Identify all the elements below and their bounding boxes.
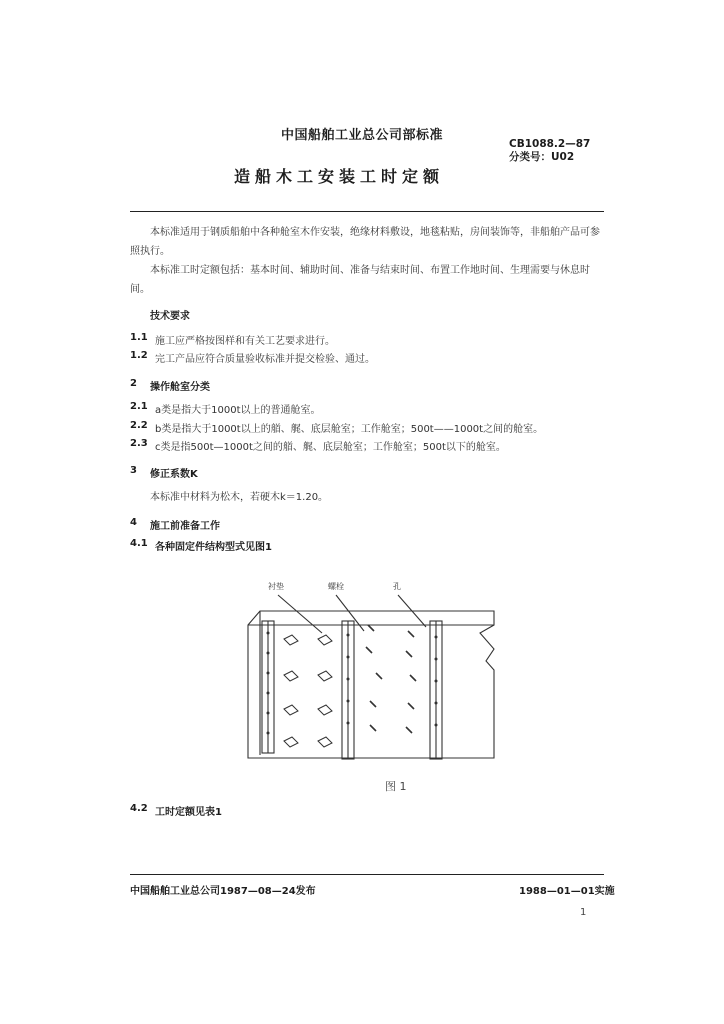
section-2-number: 2 [130,378,137,389]
batten-holes [267,632,438,735]
label-bolt: 螺栓 [328,582,344,591]
section-3-paragraph: 本标准中材料为松木，若硬木k＝1.20。 [150,492,329,503]
figure-1-fastener-diagram [230,575,510,775]
leader-line-pad [278,595,322,633]
intro-paragraph-content: 本标准工时定额包括：基本时间、辅助时间、准备与结束时间、布置工作地时间、生理需要与休息时间。 [130,265,590,295]
clause-4-1-text: 各种固定件结构型式见图1 [155,542,272,553]
clause-1-1-number: 1.1 [130,332,148,343]
wall-panel-outline [248,611,494,758]
header-rule [130,211,604,212]
clause-2-3-number: 2.3 [130,438,148,449]
intro-paragraph-scope: 本标准适用于钢质船舶中各种舱室木作安装，绝缘材料敷设，地毯粘贴，房间装饰等，非船舶产品可参照执行。 [130,227,600,257]
section-2-title: 操作舱室分类 [150,382,210,393]
clause-2-1-number: 2.1 [130,401,148,412]
clause-2-3-text: c类是指500t—1000t之间的艏、艉、底层舱室；工作舱室；500t以下的舱室。 [155,442,506,453]
issuing-organization: 中国船舶工业总公司部标准 [280,128,443,143]
effective-date: 1988—01—01实施 [519,886,615,897]
section-4-number: 4 [130,517,137,528]
clause-4-2-number: 4.2 [130,803,148,814]
clause-1-2-text: 完工产品应符合质量验收标准并提交检验、通过。 [155,354,375,365]
clause-1-1-text: 施工应严格按图样和有关工艺要求进行。 [155,336,335,347]
clause-4-2-text: 工时定额见表1 [155,807,222,818]
leader-line-bolt [336,595,364,631]
pad-array [284,635,332,747]
section-1-title: 技术要求 [150,311,190,322]
footer-rule [130,874,604,875]
bolt-array [366,625,416,733]
document-title: 造船木工安装工时定额 [234,167,445,186]
standard-number: CB1088.2—87 [509,138,591,150]
clause-4-1-number: 4.1 [130,538,148,549]
section-4-title: 施工前准备工作 [150,521,220,532]
batten-middle [342,621,354,759]
clause-2-2-text: b类是指大于1000t以上的艏、艉、底层舱室；工作舱室；500t——1000t之间的舱室。 [155,424,544,435]
issue-date: 中国船舶工业总公司1987—08—24发布 [130,886,316,897]
figure-1-caption: 图 1 [385,780,407,793]
label-hole: 孔 [393,582,401,591]
batten-right [430,621,442,759]
standard-code-block [509,138,590,164]
classification-number: 分类号：U02 [509,151,575,163]
section-3-number: 3 [130,465,137,476]
clause-1-2-number: 1.2 [130,350,148,361]
section-3-title: 修正系数K [150,469,198,480]
label-pad: 衬垫 [268,582,284,591]
clause-2-2-number: 2.2 [130,420,148,431]
page-number: 1 [580,907,587,918]
clause-2-1-text: a类是指大于1000t以上的普通舱室。 [155,405,321,416]
